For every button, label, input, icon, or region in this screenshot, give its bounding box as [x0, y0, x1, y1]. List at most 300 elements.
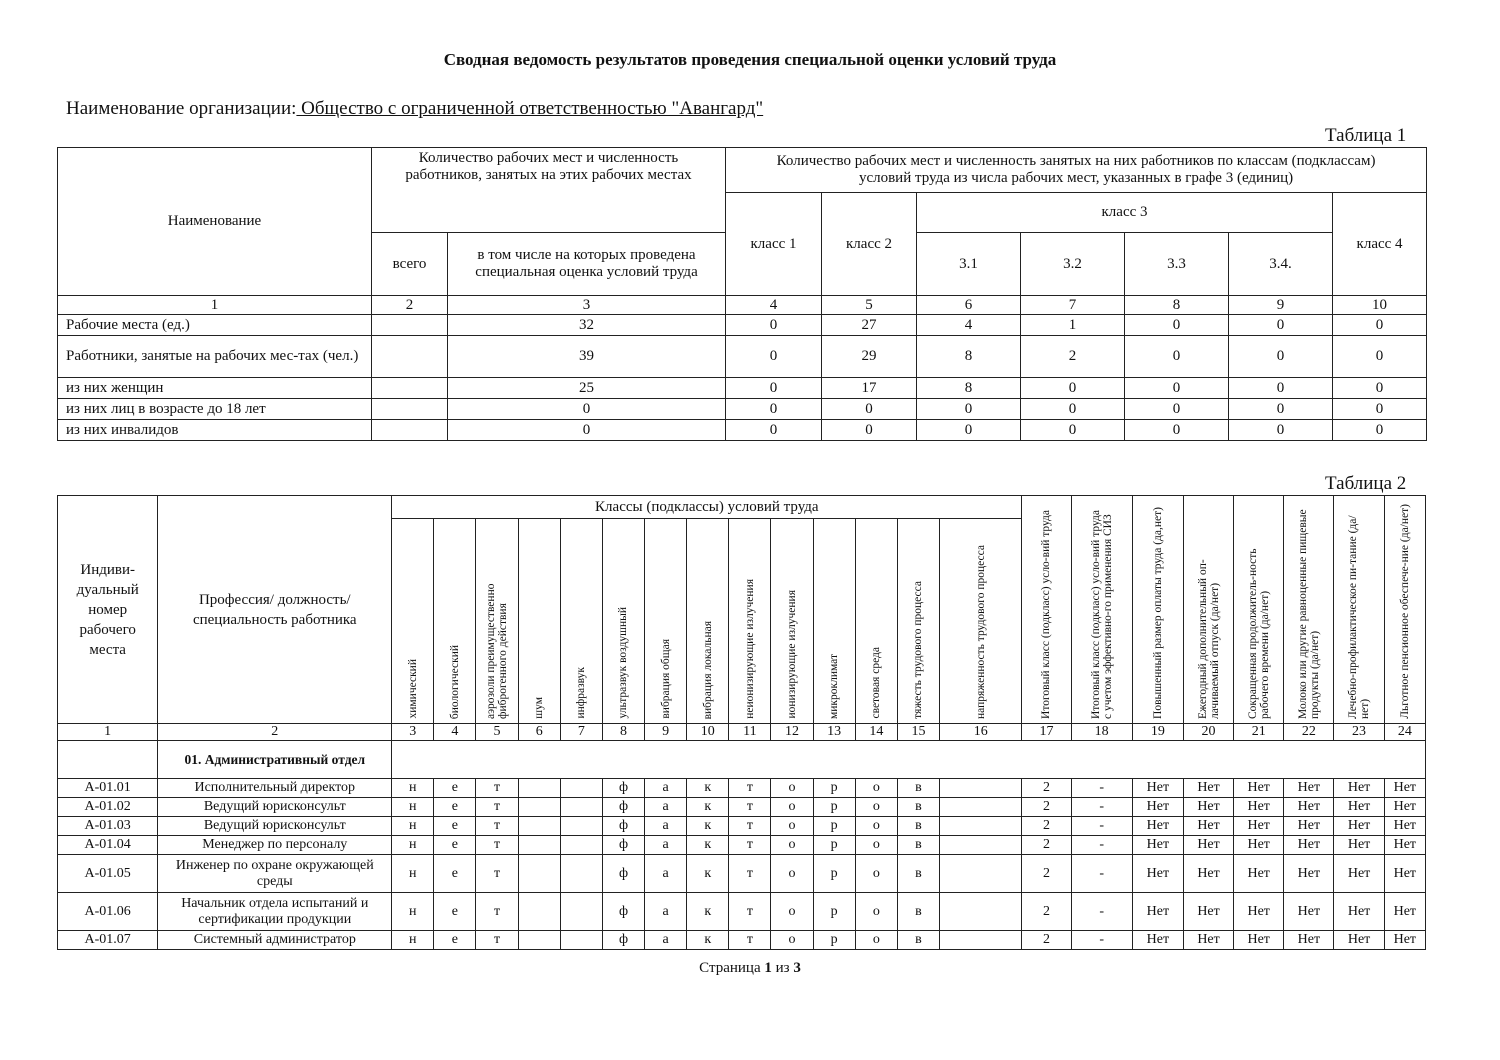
factor-cell: е	[434, 836, 476, 855]
table-row	[58, 779, 1426, 798]
organization-label: Наименование организации:	[66, 98, 297, 119]
workplace-id: А-01.04	[58, 836, 158, 855]
factor-cell: е	[434, 893, 476, 931]
profession-name: Менеджер по персоналу	[158, 836, 392, 855]
factor-header	[434, 519, 476, 724]
factor-cell: в	[897, 893, 939, 931]
factor-cell: т	[476, 817, 518, 836]
table1-head-count: Количество рабочих мест и численность работников, занятых на этих рабочих местах	[372, 148, 726, 233]
table2-col-number: 18	[1071, 724, 1132, 741]
table-row	[58, 399, 1427, 420]
table2-col-number: 22	[1284, 724, 1334, 741]
factor-header-label: световая среда	[870, 647, 883, 719]
factor-header	[940, 519, 1022, 724]
table-row	[58, 855, 1426, 893]
organization-line	[66, 98, 763, 120]
factor-cell: р	[813, 779, 855, 798]
factor-cell	[940, 817, 1022, 836]
outcome-cell: Нет	[1234, 817, 1284, 836]
factor-cell: а	[645, 836, 687, 855]
outcome-header-label: Итоговый класс (подкласс) усло-вий труда с учетом эффективно-го применения СИЗ	[1089, 510, 1114, 719]
table-cell: 2	[1021, 336, 1125, 378]
table2-col-number: 6	[518, 724, 560, 741]
footer-prefix: Страница	[699, 960, 765, 976]
workplace-id: А-01.03	[58, 817, 158, 836]
factor-header-label: шум	[533, 697, 546, 719]
table-cell: 27	[822, 315, 917, 336]
factor-header	[771, 519, 813, 724]
factor-cell: о	[771, 931, 813, 950]
table-cell: 0	[1229, 378, 1333, 399]
outcome-cell: Нет	[1384, 836, 1425, 855]
factor-cell: т	[729, 931, 771, 950]
factor-cell	[560, 893, 602, 931]
factor-cell: в	[897, 836, 939, 855]
outcome-cell: -	[1071, 817, 1132, 836]
outcome-cell: Нет	[1234, 798, 1284, 817]
table-cell: 0	[726, 315, 822, 336]
factor-cell: о	[771, 817, 813, 836]
outcome-cell: 2	[1022, 779, 1071, 798]
factor-header	[897, 519, 939, 724]
row-label: из них лиц в возрасте до 18 лет	[58, 399, 372, 420]
table-cell: 0	[1229, 420, 1333, 441]
workplace-id: А-01.02	[58, 798, 158, 817]
outcome-cell: Нет	[1284, 779, 1334, 798]
factor-cell: а	[645, 931, 687, 950]
workplaces-table	[57, 495, 1426, 950]
table-cell: 0	[726, 420, 822, 441]
outcome-cell: Нет	[1284, 893, 1334, 931]
factor-cell: о	[771, 893, 813, 931]
table1-col-number: 1	[58, 296, 372, 315]
table-row	[58, 378, 1427, 399]
table2-head-id: Индиви-дуальный номер рабочего места	[58, 496, 158, 724]
summary-table	[57, 147, 1427, 441]
outcome-cell: -	[1071, 931, 1132, 950]
factor-cell: к	[687, 836, 729, 855]
factor-cell: т	[729, 779, 771, 798]
factor-cell	[560, 798, 602, 817]
factor-cell: т	[729, 855, 771, 893]
table-cell: 0	[1021, 399, 1125, 420]
table-row	[58, 931, 1426, 950]
table1-head-class4: класс 4	[1333, 193, 1427, 296]
factor-cell	[518, 817, 560, 836]
factor-cell: е	[434, 798, 476, 817]
table2-col-number: 19	[1132, 724, 1183, 741]
factor-header-label: тяжесть трудового процесса	[912, 581, 925, 719]
table1-col-number: 9	[1229, 296, 1333, 315]
workplace-id: А-01.01	[58, 779, 158, 798]
table1-col-number: 7	[1021, 296, 1125, 315]
factor-header-label: неионизирующие излучения	[743, 579, 756, 719]
outcome-cell: Нет	[1132, 798, 1183, 817]
profession-name: Ведущий юрисконсульт	[158, 817, 392, 836]
outcome-cell: Нет	[1384, 817, 1425, 836]
outcome-cell: Нет	[1384, 855, 1425, 893]
factor-cell: р	[813, 798, 855, 817]
table-cell	[372, 315, 448, 336]
table2-column-numbers	[58, 724, 1426, 741]
factor-cell	[518, 931, 560, 950]
footer-total-pages: 3	[793, 960, 801, 976]
table-cell: 0	[917, 420, 1021, 441]
outcome-cell: Нет	[1384, 931, 1425, 950]
outcome-cell: Нет	[1183, 817, 1233, 836]
table2-col-number: 17	[1022, 724, 1071, 741]
factor-cell: о	[855, 836, 897, 855]
table-cell: 0	[1333, 399, 1427, 420]
outcome-cell: Нет	[1183, 855, 1233, 893]
factor-cell: о	[855, 779, 897, 798]
profession-name: Системный администратор	[158, 931, 392, 950]
outcome-cell: 2	[1022, 931, 1071, 950]
factor-header	[518, 519, 560, 724]
factor-cell: ф	[602, 779, 644, 798]
table1-col-number: 10	[1333, 296, 1427, 315]
table-row	[58, 798, 1426, 817]
factor-header	[729, 519, 771, 724]
outcome-cell: Нет	[1132, 855, 1183, 893]
factor-cell: н	[392, 779, 434, 798]
outcome-cell: Нет	[1183, 931, 1233, 950]
factor-header	[813, 519, 855, 724]
outcome-cell: Нет	[1384, 893, 1425, 931]
factor-cell	[518, 855, 560, 893]
outcome-header-label: Сокращенная продолжитель-ность рабочего времени (да/нет)	[1246, 548, 1271, 719]
factor-cell	[940, 893, 1022, 931]
outcome-cell: Нет	[1234, 893, 1284, 931]
table1-head-total: всего	[372, 233, 448, 296]
table-cell: 0	[448, 420, 726, 441]
factor-header-label: ультразвук воздушный	[617, 607, 630, 719]
factor-cell: о	[855, 817, 897, 836]
table-cell: 0	[1333, 315, 1427, 336]
section-filler	[392, 741, 1426, 779]
factor-header	[392, 519, 434, 724]
factor-cell: к	[687, 817, 729, 836]
table-cell: 8	[917, 336, 1021, 378]
table1-head-class3: класс 3	[917, 193, 1333, 233]
factor-cell: е	[434, 931, 476, 950]
workplace-id: А-01.07	[58, 931, 158, 950]
factor-cell: а	[645, 893, 687, 931]
outcome-cell: Нет	[1284, 855, 1334, 893]
factor-cell: ф	[602, 855, 644, 893]
table-cell: 32	[448, 315, 726, 336]
outcome-cell: -	[1071, 836, 1132, 855]
factor-cell	[560, 931, 602, 950]
outcome-cell: Нет	[1132, 931, 1183, 950]
table-cell: 25	[448, 378, 726, 399]
factor-cell: о	[855, 855, 897, 893]
outcome-cell: Нет	[1234, 836, 1284, 855]
factor-cell	[560, 836, 602, 855]
profession-name: Начальник отдела испытаний и сертификации продукции	[158, 893, 392, 931]
factor-cell: к	[687, 798, 729, 817]
table1-head-3-2: 3.2	[1021, 233, 1125, 296]
table-cell: 0	[726, 336, 822, 378]
outcome-cell: Нет	[1132, 817, 1183, 836]
factor-cell	[518, 779, 560, 798]
outcome-cell: Нет	[1132, 779, 1183, 798]
outcome-cell: 2	[1022, 798, 1071, 817]
table1-head-3-3: 3.3	[1125, 233, 1229, 296]
factor-header-label: химический	[406, 659, 419, 719]
table2-col-number: 8	[602, 724, 644, 741]
outcome-header	[1183, 496, 1233, 724]
factor-cell: о	[771, 779, 813, 798]
factor-cell: о	[855, 931, 897, 950]
outcome-cell: Нет	[1334, 855, 1384, 893]
table-cell: 0	[1125, 336, 1229, 378]
factor-cell: т	[476, 779, 518, 798]
factor-cell: к	[687, 779, 729, 798]
factor-cell	[940, 931, 1022, 950]
factor-cell: в	[897, 798, 939, 817]
factor-cell	[518, 836, 560, 855]
table2-col-number: 20	[1183, 724, 1233, 741]
outcome-cell: Нет	[1132, 836, 1183, 855]
table2-col-number: 9	[645, 724, 687, 741]
outcome-cell: -	[1071, 893, 1132, 931]
profession-name: Исполнительный директор	[158, 779, 392, 798]
table1-head-assessed: в том числе на которых проведена специальная оценка условий труда	[448, 233, 726, 296]
factor-cell: т	[476, 798, 518, 817]
table-cell: 0	[822, 420, 917, 441]
factor-cell: р	[813, 855, 855, 893]
row-label: из них женщин	[58, 378, 372, 399]
outcome-cell: -	[1071, 798, 1132, 817]
factor-cell: т	[729, 798, 771, 817]
factor-cell: н	[392, 798, 434, 817]
factor-cell: е	[434, 779, 476, 798]
factor-header-label: аэрозоли преимущественно фиброгенного действия	[485, 583, 510, 719]
table-cell: 0	[1229, 315, 1333, 336]
factor-cell: н	[392, 836, 434, 855]
factor-cell	[518, 893, 560, 931]
factor-header	[855, 519, 897, 724]
factor-cell: н	[392, 931, 434, 950]
table-row	[58, 893, 1426, 931]
outcome-header	[1234, 496, 1284, 724]
factor-cell: р	[813, 893, 855, 931]
table-cell: 0	[1021, 420, 1125, 441]
table2-col-number: 3	[392, 724, 434, 741]
table-cell: 8	[917, 378, 1021, 399]
factor-header-label: вибрация локальная	[701, 620, 714, 719]
table-cell: 39	[448, 336, 726, 378]
table-cell: 0	[726, 378, 822, 399]
outcome-cell: Нет	[1183, 836, 1233, 855]
factor-cell: т	[476, 836, 518, 855]
footer-page-number: 1	[764, 960, 772, 976]
factor-cell: е	[434, 855, 476, 893]
factor-cell: о	[771, 836, 813, 855]
table-row	[58, 336, 1427, 378]
factor-cell: а	[645, 798, 687, 817]
workplace-id: А-01.06	[58, 893, 158, 931]
table1-col-number: 3	[448, 296, 726, 315]
table-cell: 0	[1333, 336, 1427, 378]
factor-header-label: микроклимат	[828, 653, 841, 719]
table2-col-number: 21	[1234, 724, 1284, 741]
table2-col-number: 15	[897, 724, 939, 741]
outcome-cell: -	[1071, 779, 1132, 798]
table1-col-number: 5	[822, 296, 917, 315]
factor-header	[687, 519, 729, 724]
factor-cell: в	[897, 779, 939, 798]
outcome-cell: 2	[1022, 817, 1071, 836]
table1-col-number: 4	[726, 296, 822, 315]
table2-head-profession: Профессия/ должность/ специальность работника	[158, 496, 392, 724]
outcome-cell: Нет	[1284, 817, 1334, 836]
table2-col-number: 1	[58, 724, 158, 741]
row-label: Рабочие места (ед.)	[58, 315, 372, 336]
factor-cell: а	[645, 817, 687, 836]
factor-cell: а	[645, 779, 687, 798]
factor-cell: р	[813, 931, 855, 950]
outcome-cell: Нет	[1384, 779, 1425, 798]
table-cell: 0	[917, 399, 1021, 420]
outcome-cell: Нет	[1334, 893, 1384, 931]
factor-header	[645, 519, 687, 724]
table-cell: 0	[1125, 315, 1229, 336]
factor-cell: н	[392, 817, 434, 836]
section-title: 01. Административный отдел	[158, 741, 392, 779]
factor-cell	[560, 855, 602, 893]
section-id-cell	[58, 741, 158, 779]
table-cell: 0	[822, 399, 917, 420]
table2-col-number: 10	[687, 724, 729, 741]
factor-cell: о	[855, 798, 897, 817]
factor-cell	[940, 798, 1022, 817]
table2-col-number: 23	[1334, 724, 1384, 741]
outcome-header-label: Льготное пенсионное обеспече-ние (да/нет)	[1398, 504, 1411, 719]
table-cell	[372, 399, 448, 420]
factor-cell: р	[813, 817, 855, 836]
outcome-header	[1284, 496, 1334, 724]
factor-cell: н	[392, 893, 434, 931]
factor-cell: в	[897, 855, 939, 893]
outcome-cell: Нет	[1284, 798, 1334, 817]
footer-middle: из	[771, 960, 794, 976]
table-cell: 29	[822, 336, 917, 378]
table1-head-name: Наименование	[58, 148, 372, 296]
workplace-id: А-01.05	[58, 855, 158, 893]
factor-header-label: инфразвук	[575, 667, 588, 719]
outcome-cell: Нет	[1334, 817, 1384, 836]
table-cell: 4	[917, 315, 1021, 336]
table-cell: 0	[448, 399, 726, 420]
table1-col-number: 2	[372, 296, 448, 315]
table1-caption: Таблица 1	[1325, 125, 1407, 146]
outcome-cell: Нет	[1284, 836, 1334, 855]
table-cell: 0	[1125, 399, 1229, 420]
outcome-header-label: Лечебно-профилактическое пи-тание (да/нет)	[1347, 515, 1372, 719]
table2-caption: Таблица 2	[1325, 473, 1407, 494]
factor-cell: о	[771, 855, 813, 893]
outcome-cell: 2	[1022, 836, 1071, 855]
factor-cell: к	[687, 855, 729, 893]
factor-cell: о	[855, 893, 897, 931]
factor-cell: т	[476, 931, 518, 950]
outcome-cell: Нет	[1284, 931, 1334, 950]
table-cell: 0	[1021, 378, 1125, 399]
factor-cell	[940, 836, 1022, 855]
table-cell: 0	[1125, 420, 1229, 441]
factor-header	[602, 519, 644, 724]
table-row	[58, 315, 1427, 336]
factor-cell: т	[729, 817, 771, 836]
factor-cell: ф	[602, 817, 644, 836]
outcome-cell: Нет	[1234, 779, 1284, 798]
factor-cell: к	[687, 893, 729, 931]
outcome-cell: Нет	[1234, 931, 1284, 950]
table-cell: 0	[1333, 378, 1427, 399]
factor-cell: к	[687, 931, 729, 950]
table1-head-class1: класс 1	[726, 193, 822, 296]
table2-col-number: 13	[813, 724, 855, 741]
profession-name: Ведущий юрисконсульт	[158, 798, 392, 817]
outcome-header	[1132, 496, 1183, 724]
factor-cell: н	[392, 855, 434, 893]
table-row	[58, 836, 1426, 855]
factor-cell: ф	[602, 893, 644, 931]
outcome-cell: Нет	[1132, 893, 1183, 931]
table-cell	[372, 336, 448, 378]
table1-head-3-4: 3.4.	[1229, 233, 1333, 296]
factor-cell: е	[434, 817, 476, 836]
outcome-cell: -	[1071, 855, 1132, 893]
table1-col-number: 8	[1125, 296, 1229, 315]
outcome-header-label: Итоговый класс (подкласс) усло-вий труда	[1040, 510, 1053, 719]
outcome-header-label: Молоко или другие равноценные пищевые продукты (да/нет)	[1296, 509, 1321, 719]
table2-col-number: 12	[771, 724, 813, 741]
outcome-cell: Нет	[1183, 798, 1233, 817]
factor-cell: р	[813, 836, 855, 855]
outcome-cell: 2	[1022, 893, 1071, 931]
factor-cell: в	[897, 817, 939, 836]
table1-col-number: 6	[917, 296, 1021, 315]
table1-head-classes: Количество рабочих мест и численность занятых на них работников по классам (подклассам) условий труда из числа рабочих мест, указанных в графе 3 (единиц)	[726, 148, 1427, 193]
factor-cell: ф	[602, 931, 644, 950]
outcome-cell: Нет	[1384, 798, 1425, 817]
factor-cell	[518, 798, 560, 817]
factor-cell: о	[771, 798, 813, 817]
table2-col-number: 2	[158, 724, 392, 741]
outcome-cell: Нет	[1334, 836, 1384, 855]
factor-header	[476, 519, 518, 724]
row-label: Работники, занятые на рабочих мес-тах (чел.)	[58, 336, 372, 378]
table-cell: 0	[1229, 399, 1333, 420]
table2-col-number: 5	[476, 724, 518, 741]
table-row	[58, 817, 1426, 836]
outcome-header-label: Повышенный размер оплаты труда (да,нет)	[1151, 507, 1164, 719]
factor-cell: ф	[602, 836, 644, 855]
factor-cell	[560, 779, 602, 798]
table-cell: 0	[1125, 378, 1229, 399]
table2-col-number: 7	[560, 724, 602, 741]
table2-col-number: 16	[940, 724, 1022, 741]
table2-col-number: 24	[1384, 724, 1425, 741]
table2-col-number: 4	[434, 724, 476, 741]
factor-cell: в	[897, 931, 939, 950]
factor-header-label: биологический	[448, 644, 461, 719]
table2-col-number: 14	[855, 724, 897, 741]
page-footer	[0, 960, 1500, 977]
